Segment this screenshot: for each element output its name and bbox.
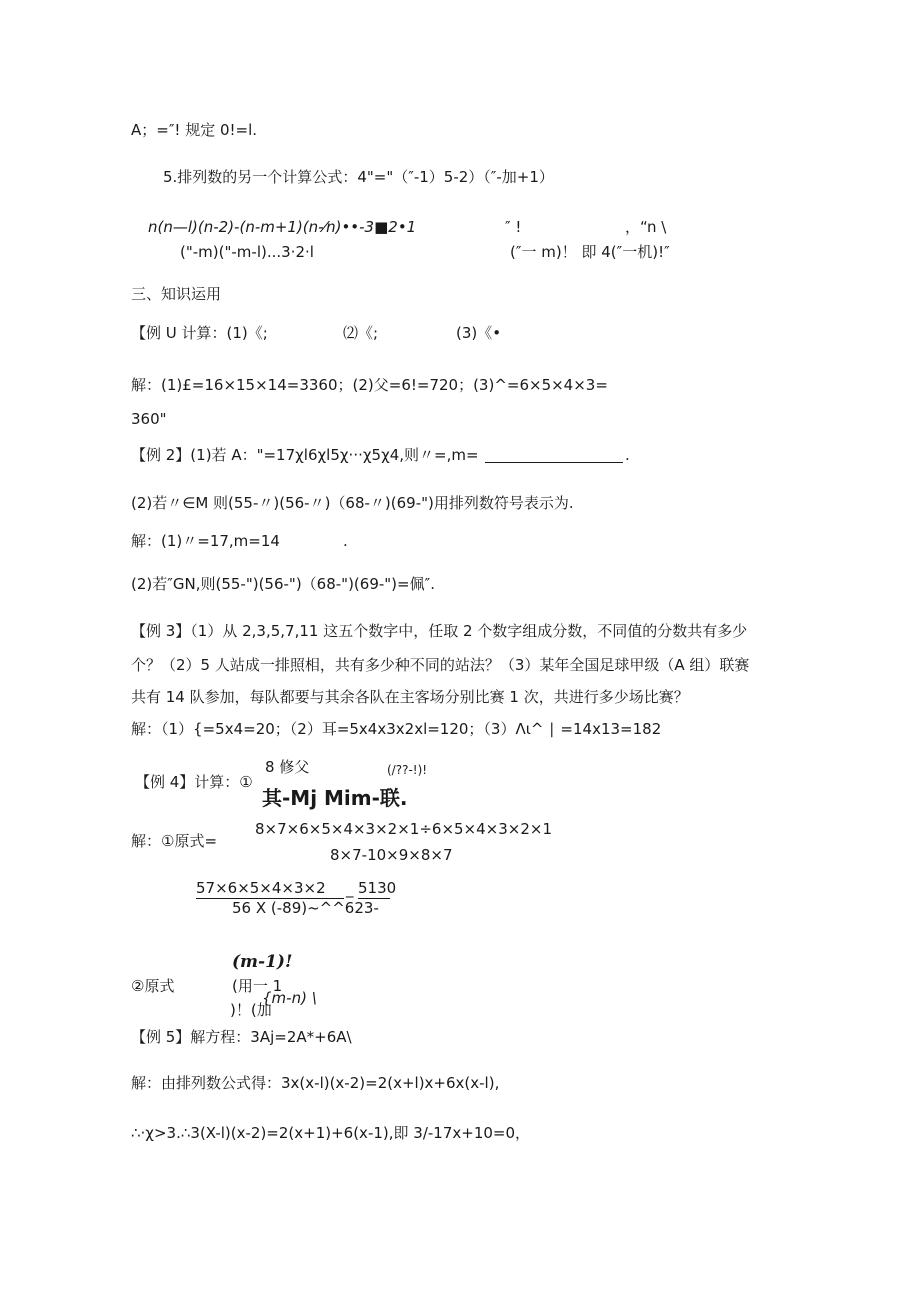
answer-blank bbox=[485, 462, 623, 463]
example-4-top-left: 8 修父 bbox=[265, 758, 310, 776]
fraction-1-numerator: 8×7×6×5×4×3×2×1÷6×5×4×3×2×1 bbox=[255, 820, 552, 838]
example-1-label: 【例 U 计算：(1)《; bbox=[131, 324, 268, 342]
example-4-expression: 其-Mj Mim-联. bbox=[262, 786, 408, 810]
example-1-solution: 解：(1)£=16×15×14=3360；(2)父=6!=720；(3)^=6×5×4×3= bbox=[131, 376, 608, 394]
example-4-solution-label: 解：①原式= bbox=[131, 832, 218, 850]
example-4-part-2-term-1: (用一 1 bbox=[232, 977, 283, 995]
example-2-solution-1: 解：(1)〃=17,m=14 bbox=[131, 532, 280, 550]
fraction-2-denominator: 56 X (-89)~^^623- bbox=[232, 899, 379, 917]
example-5-question: 【例 5】解方程：3Aj=2A*+6A\ bbox=[131, 1028, 352, 1046]
example-1-solution-cont: 360" bbox=[131, 410, 167, 428]
fraction-2-operator: _ bbox=[346, 880, 354, 898]
example-3-line-3: 共有 14 队参加，每队都要与其余各队在主客场分别比赛 1 次，共进行多少场比赛？ bbox=[131, 688, 689, 706]
example-1-part-3: (3)《• bbox=[456, 324, 502, 342]
example-2-part-2: (2)若〃∈M 则(55-〃)(56-〃)（68-〃)(69-")用排列数符号表示为. bbox=[131, 494, 574, 512]
example-1-part-2: ⑵《; bbox=[343, 324, 379, 342]
example-4-label: 【例 4】计算：① bbox=[135, 773, 253, 791]
fraction-1-denominator: 8×7-10×9×8×7 bbox=[330, 846, 453, 864]
example-3-line-1: 【例 3】（1）从 2,3,5,7,11 这五个数字中，任取 2 个数字组成分数，不同值的分数共有多少 bbox=[131, 622, 748, 640]
formula-tail: ，“n \ bbox=[625, 218, 667, 236]
example-4-top-right: (/??-!)! bbox=[387, 763, 428, 777]
example-2-question-end: . bbox=[625, 446, 630, 464]
formula-denominator: ("-m)("-m-l)...3·2·l bbox=[180, 243, 314, 261]
example-5-solution-1: 解：由排列数公式得：3x(x-l)(x-2)=2(x+l)x+6x(x-l), bbox=[131, 1074, 500, 1092]
example-3-solution: 解：（1）{=5x4=20；（2）耳=5x4x3x2xl=120；（3）Λι^ ∣ =14x13=182 bbox=[131, 720, 662, 738]
formula-numerator: n(n—l)(n-2)-(n-m+1)(n-⁄n)••-3■2•1 bbox=[148, 218, 417, 236]
text-line-formula-5: 5.排列数的另一个计算公式：4"="（″-1）5-2）（″-加+1） bbox=[163, 168, 554, 186]
example-2-solution-1-end: . bbox=[343, 532, 348, 550]
formula-result: (″一 m)！ 即 4(″一机)!″ bbox=[510, 243, 670, 261]
example-4-part-2-label: ②原式 bbox=[131, 977, 175, 995]
text-line-1: A；=″! 规定 0!=l. bbox=[131, 121, 258, 139]
fraction-2-numerator: 57×6×5×4×3×2 bbox=[196, 879, 326, 897]
example-4-part-2-numerator: (m-1)! bbox=[232, 952, 293, 972]
example-4-part-2-term-3: )！(加 bbox=[230, 1001, 272, 1019]
example-4-part-2-term-2: {m-n) \ bbox=[262, 989, 317, 1007]
section-heading: 三、知识运用 bbox=[131, 285, 222, 303]
example-3-line-2: 个？（2）5 人站成一排照相，共有多少种不同的站法？（3）某年全国足球甲级（A 组）联赛 bbox=[131, 656, 750, 674]
example-5-solution-2: ∴·χ>3.∴3(X-l)(x-2)=2(x+1)+6(x-1),即 3/-17x+10=0， bbox=[131, 1124, 531, 1142]
formula-factorial: ″ ! bbox=[505, 218, 522, 236]
fraction-3-numerator: 5130 bbox=[358, 879, 397, 897]
example-2-solution-2: (2)若″GN,则(55-")(56-")（68-")(69-")=佩″. bbox=[131, 575, 435, 593]
example-2-question: 【例 2】(1)若 A："=17χl6χl5χ···χ5χ4,则〃=,m= bbox=[131, 446, 479, 464]
